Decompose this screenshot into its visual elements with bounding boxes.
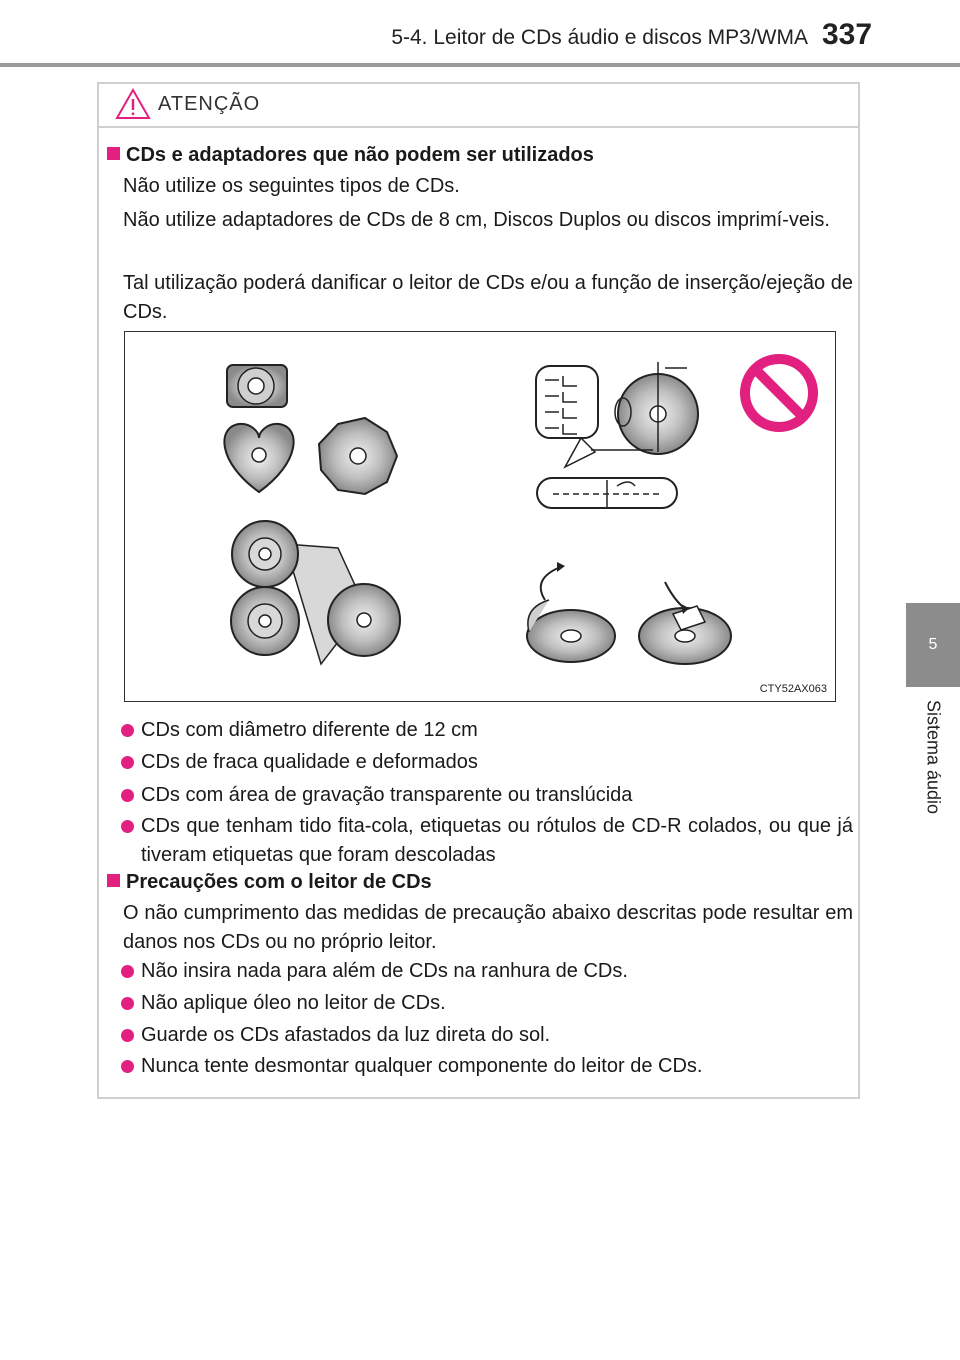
list-item-text: Não insira nada para além de CDs na ranhura de CDs. bbox=[141, 960, 628, 982]
section-heading-unusable-cds bbox=[107, 144, 594, 167]
list-item-text: Não aplique óleo no leitor de CDs. bbox=[141, 992, 446, 1014]
list-item-text: Guarde os CDs afastados da luz direta do sol. bbox=[141, 1024, 551, 1046]
section-heading-player-precautions bbox=[107, 871, 432, 894]
list-item bbox=[121, 781, 853, 810]
warning-title: ATENÇÃO bbox=[158, 93, 261, 115]
figure-code: CTY52AX063 bbox=[759, 683, 827, 695]
chapter-tab-label: Sistema áudio bbox=[923, 700, 944, 815]
bullet-dot-icon bbox=[121, 965, 134, 978]
page-number: 337 bbox=[822, 18, 873, 51]
list-item bbox=[121, 748, 853, 777]
bullet-dot-icon bbox=[121, 1060, 134, 1073]
list-item bbox=[121, 716, 853, 745]
section-heading-text: CDs e adaptadores que não podem ser utilizados bbox=[126, 144, 594, 166]
bullet-dot-icon bbox=[121, 820, 134, 833]
paragraph: Não utilize os seguintes tipos de CDs. bbox=[123, 175, 460, 197]
list-item-text: Nunca tente desmontar qualquer componente do leitor de CDs. bbox=[141, 1055, 703, 1077]
square-bullet-icon bbox=[107, 147, 120, 160]
bullet-dot-icon bbox=[121, 1029, 134, 1042]
cd-types-drawing bbox=[125, 332, 834, 700]
square-bullet-icon bbox=[107, 874, 120, 887]
unusable-cds-illustration bbox=[124, 331, 836, 702]
paragraph: O não cumprimento das medidas de precaução abaixo descritas pode resultar em danos nos CDs ou no próprio leitor. bbox=[123, 902, 853, 953]
list-item-text: CDs com área de gravação transparente ou translúcida bbox=[141, 784, 633, 806]
list-item bbox=[121, 1021, 853, 1050]
section-heading-text: Precauções com o leitor de CDs bbox=[126, 871, 432, 893]
warning-triangle-icon bbox=[115, 88, 151, 120]
header-divider bbox=[0, 63, 960, 67]
list-item-text: CDs que tenham tido fita-cola, etiquetas ou rótulos de CD-R colados, ou que já tiveram etiquetas que foram descoladas bbox=[141, 815, 853, 866]
list-item bbox=[121, 812, 853, 870]
list-item bbox=[121, 1052, 853, 1081]
paragraph: Não utilize adaptadores de CDs de 8 cm, Discos Duplos ou discos imprimí-veis. bbox=[123, 209, 830, 231]
list-item-text: CDs com diâmetro diferente de 12 cm bbox=[141, 719, 478, 741]
header-section-title: 5-4. Leitor de CDs áudio e discos MP3/WMA bbox=[391, 26, 808, 49]
chapter-tab: 5 bbox=[906, 603, 960, 687]
warning-header bbox=[99, 84, 858, 128]
bullet-dot-icon bbox=[121, 756, 134, 769]
list-item bbox=[121, 989, 853, 1018]
bullet-dot-icon bbox=[121, 789, 134, 802]
bullet-dot-icon bbox=[121, 724, 134, 737]
warning-box bbox=[97, 82, 860, 1099]
paragraph: Tal utilização poderá danificar o leitor de CDs e/ou a função de inserção/ejeção de CDs. bbox=[123, 272, 853, 323]
bullet-dot-icon bbox=[121, 997, 134, 1010]
list-item-text: CDs de fraca qualidade e deformados bbox=[141, 751, 478, 773]
list-item bbox=[121, 957, 853, 986]
